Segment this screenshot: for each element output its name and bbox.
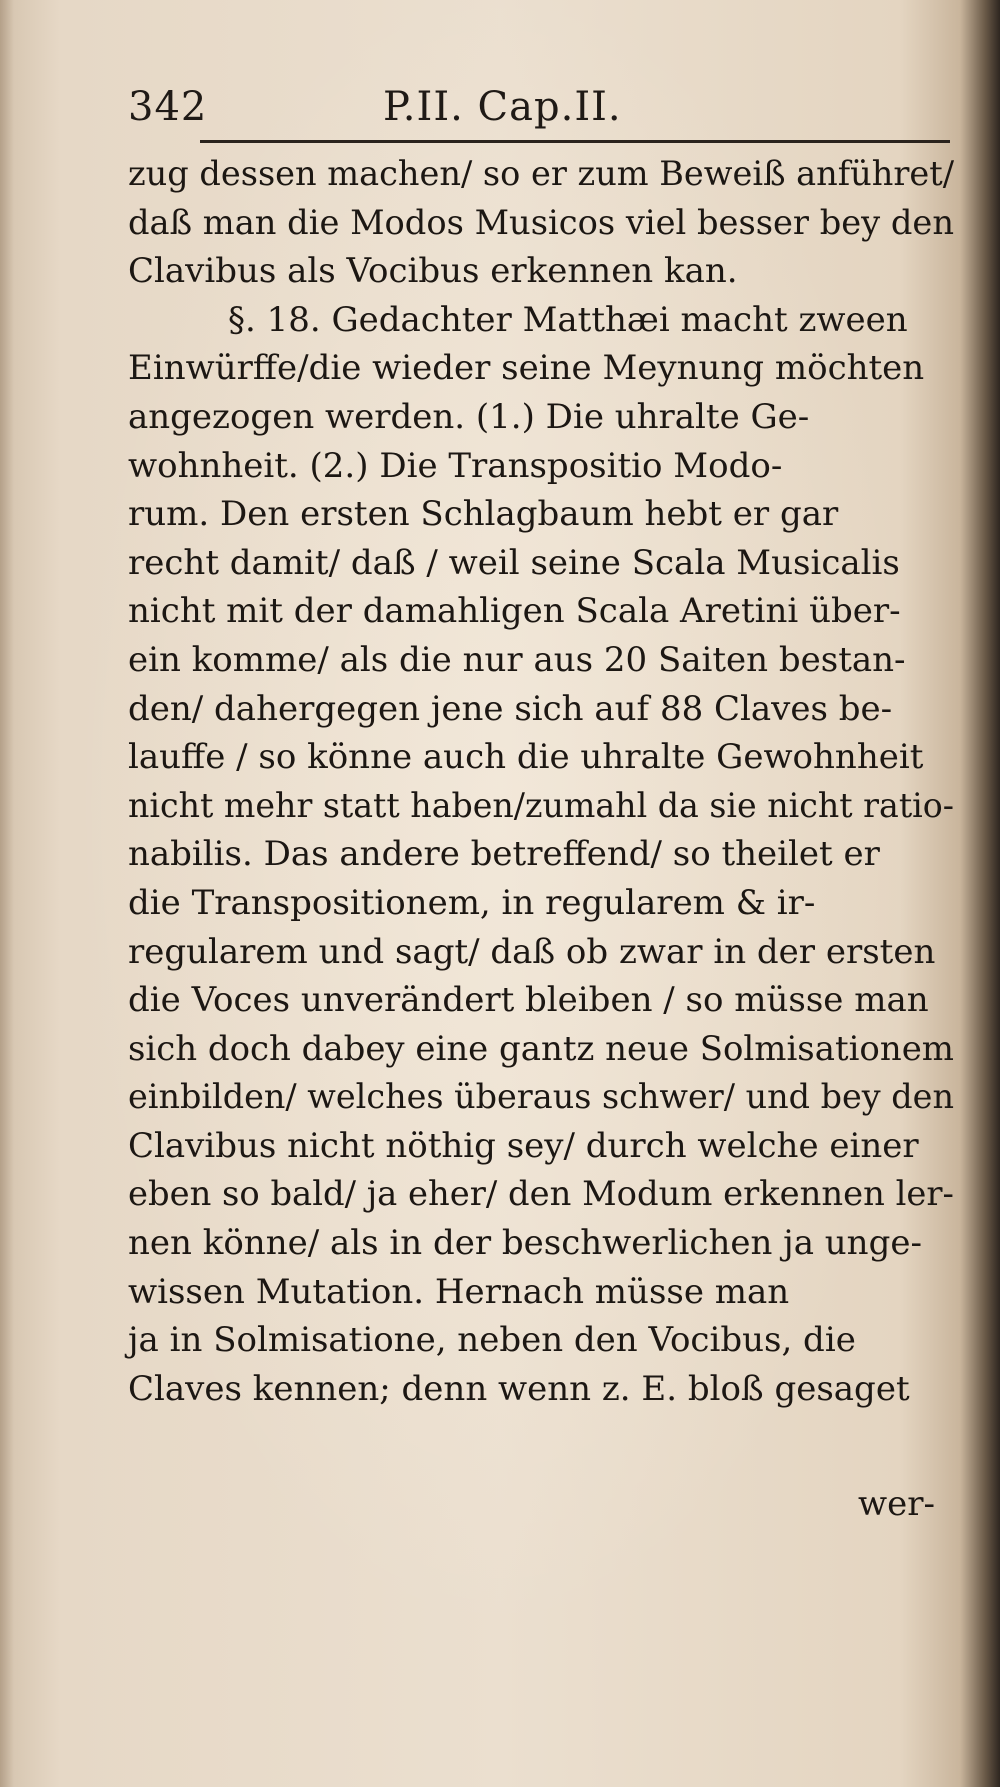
- text-line: recht damit/ daß / weil seine Scala Musicalis: [128, 542, 900, 583]
- catchword: wer-: [858, 1484, 935, 1524]
- text-line: Claves kennen; denn wenn z. E. bloß gesaget: [128, 1368, 910, 1409]
- text-line: eben so bald/ ja eher/ den Modum erkennen ler-: [128, 1174, 954, 1215]
- text-line: nicht mit der damahligen Scala Aretini über-: [128, 591, 901, 632]
- text-line: sich doch dabey eine gantz neue Solmisationem: [128, 1028, 954, 1069]
- page-header: [128, 78, 948, 148]
- text-line: rum. Den ersten Schlagbaum hebt er gar: [128, 494, 839, 535]
- text-line: Clavibus als Vocibus erkennen kan.: [128, 251, 738, 292]
- header-rule: [200, 140, 950, 143]
- text-line: regularem und sagt/ daß ob zwar in der ersten: [128, 931, 936, 972]
- text-line: nicht mehr statt haben/zumahl da sie nicht ratio-: [128, 785, 955, 826]
- body-text: [128, 150, 954, 1413]
- text-line: angezogen werden. (1.) Die uhralte Ge-: [128, 396, 810, 437]
- text-line: einbilden/ welches überaus schwer/ und bey den: [128, 1077, 954, 1118]
- text-line: nen könne/ als in der beschwerlichen ja unge-: [128, 1223, 922, 1264]
- text-line: §. 18. Gedachter Matthæi macht zween: [228, 299, 908, 340]
- text-line: ein komme/ als die nur aus 20 Saiten bestan-: [128, 639, 906, 680]
- text-line: die Voces unverändert bleiben / so müsse man: [128, 980, 929, 1021]
- page-number: 342: [128, 84, 208, 130]
- text-line: ja in Solmisatione, neben den Vocibus, die: [128, 1320, 856, 1361]
- text-line: Einwürffe/die wieder seine Meynung möchten: [128, 348, 925, 389]
- running-head: P.II. Cap.II.: [383, 84, 622, 130]
- text-line: daß man die Modos Musicos viel besser bey den: [128, 202, 955, 243]
- text-line: nabilis. Das andere betreffend/ so theilet er: [128, 834, 880, 875]
- text-line: lauffe / so könne auch die uhralte Gewohnheit: [128, 737, 924, 778]
- text-line: die Transpositionem, in regularem & ir-: [128, 882, 816, 923]
- text-line: wohnheit. (2.) Die Transpositio Modo-: [128, 445, 783, 486]
- gutter-shadow: [0, 0, 14, 1787]
- text-line: Clavibus nicht nöthig sey/ durch welche einer: [128, 1125, 919, 1166]
- text-line: den/ dahergegen jene sich auf 88 Claves be-: [128, 688, 893, 729]
- text-line: zug dessen machen/ so er zum Beweiß anführet/: [128, 154, 955, 194]
- text-line: wissen Mutation. Hernach müsse man: [128, 1271, 790, 1312]
